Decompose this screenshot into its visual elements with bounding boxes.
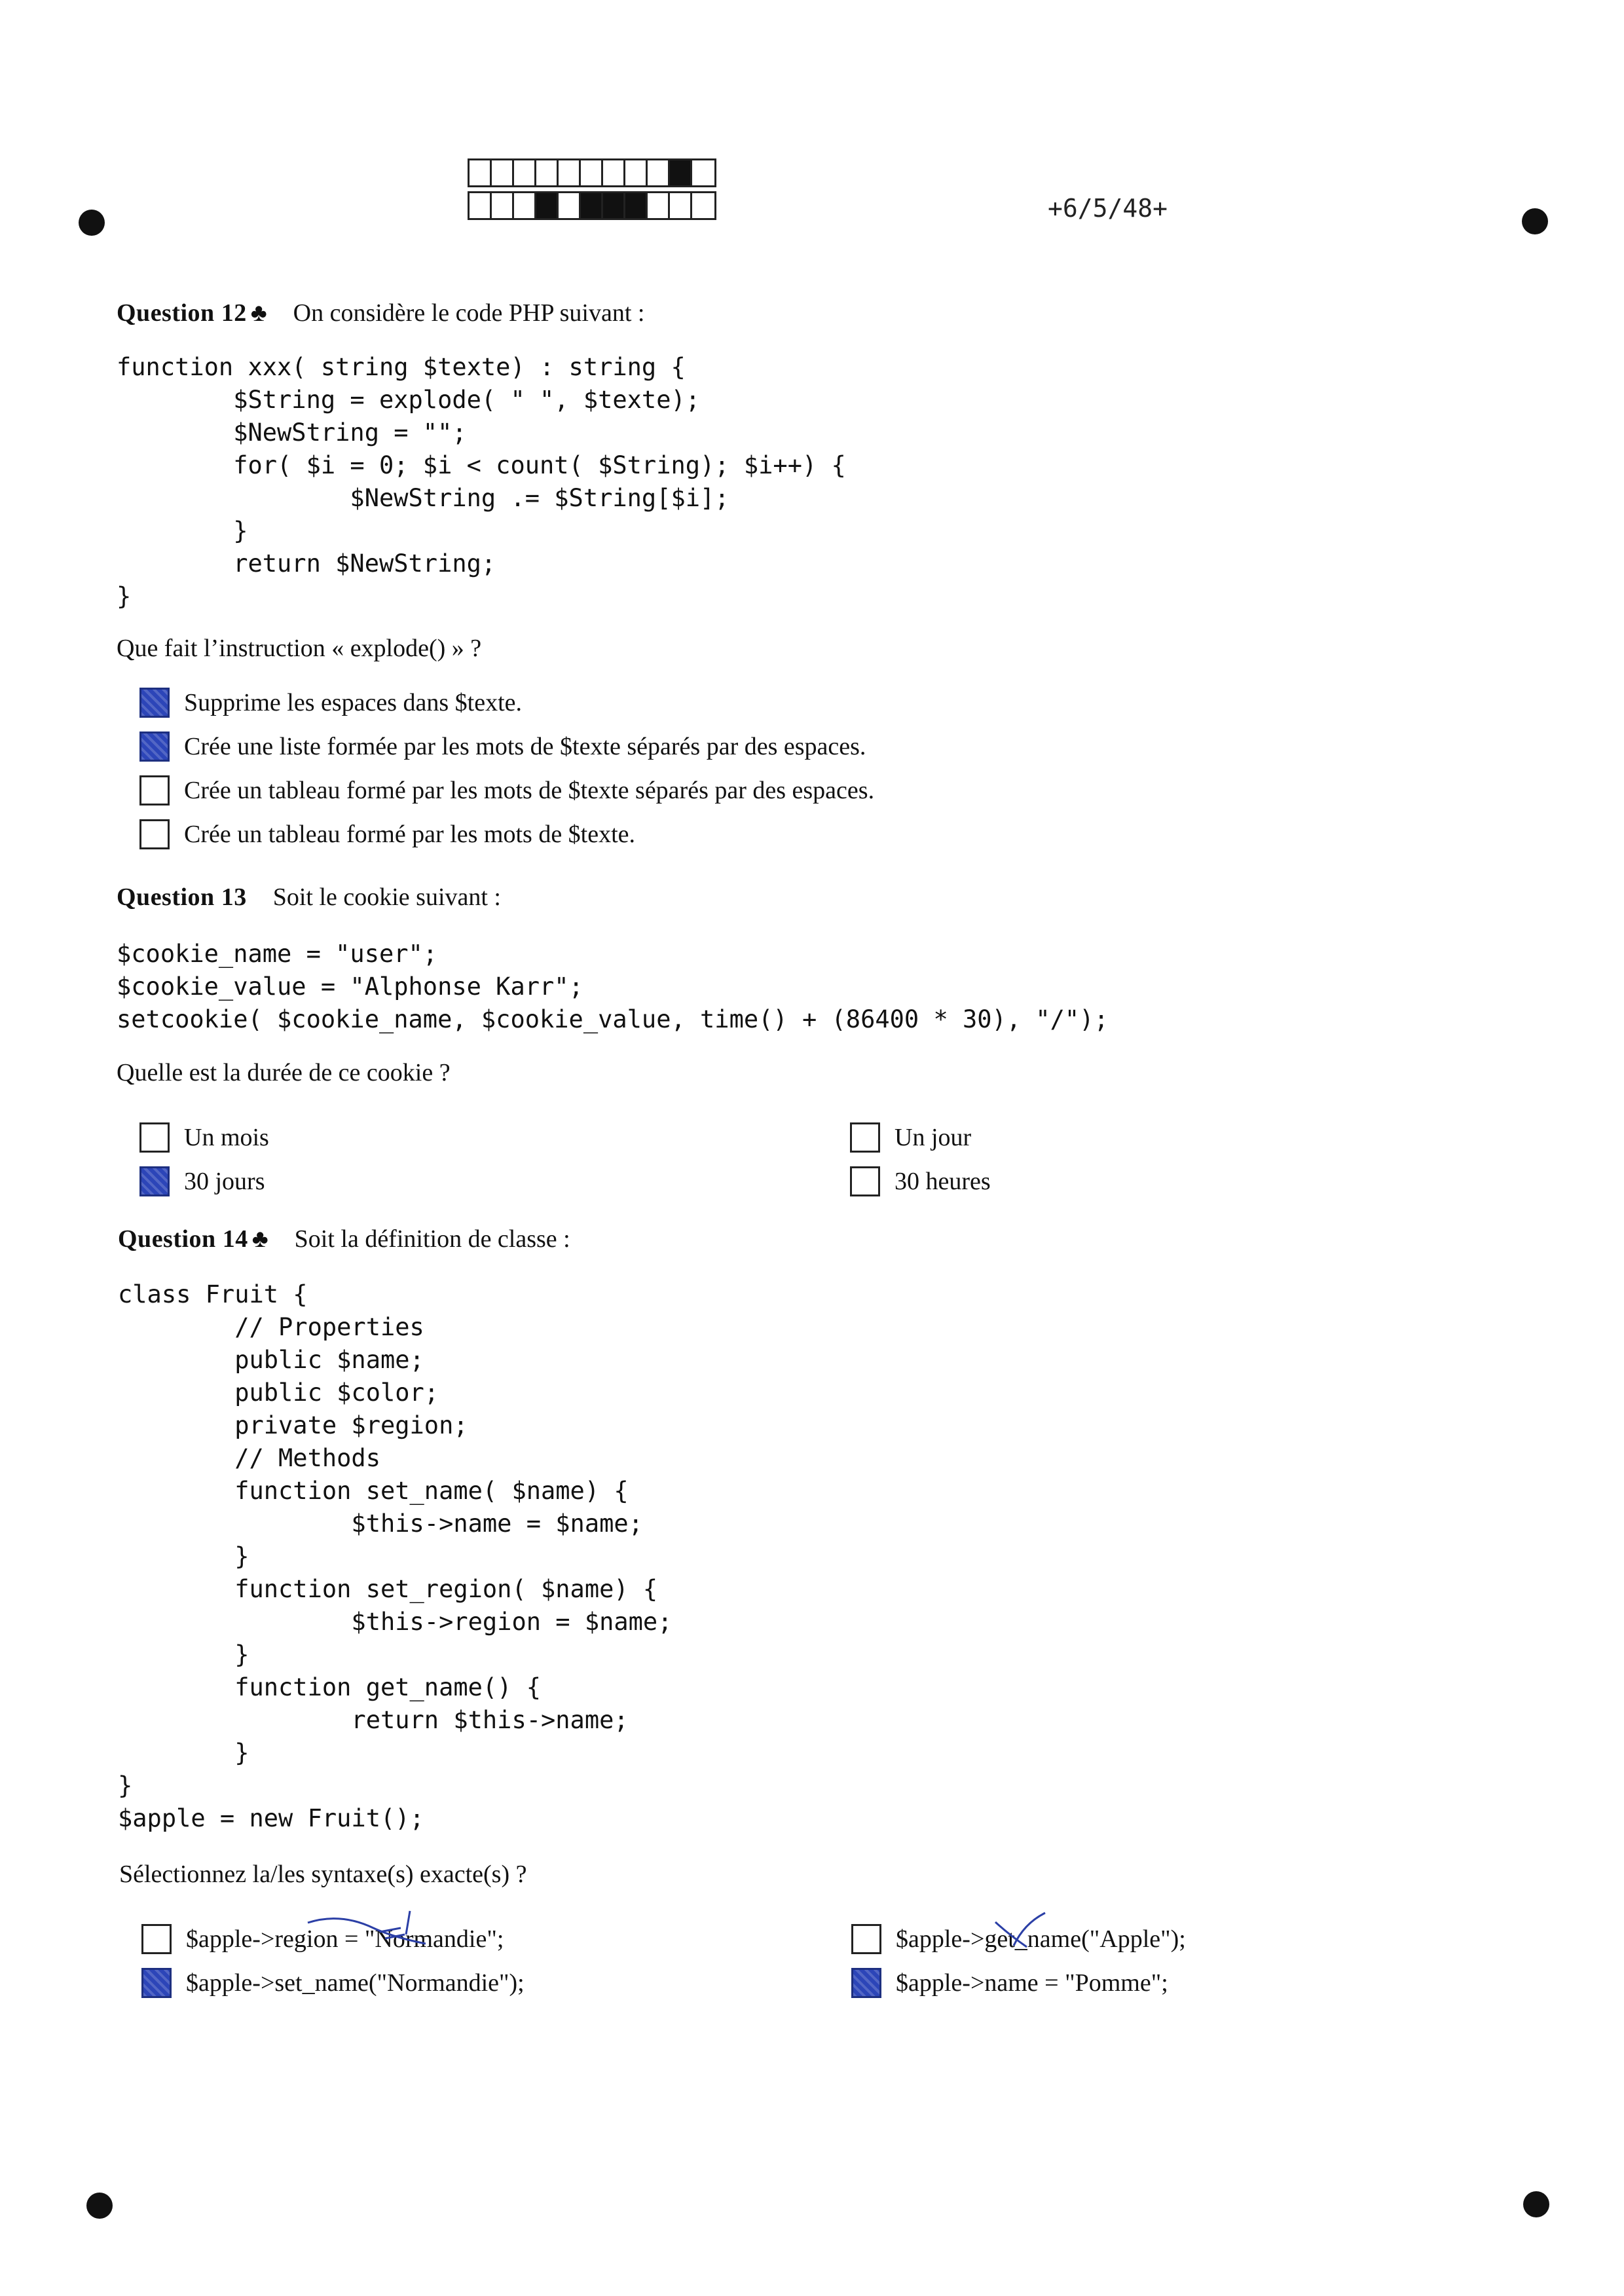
question-12-code: function xxx( string $texte) : string { $String = explode( " ", $texte); $NewString = ""; for( $i = 0; $i < count( $String); $i++) { $NewString .= $String[$i]; } return $NewString; } [117, 353, 846, 610]
q13-answer-3[interactable] [850, 1122, 971, 1153]
registration-dot-bottom-left [86, 2193, 113, 2219]
barcode-cell [670, 160, 692, 185]
barcode-cell [692, 193, 714, 218]
barcode-row-2 [468, 191, 716, 220]
answer-label: Crée un tableau formé par les mots de $texte. [184, 821, 636, 848]
question-number: Question 13 [117, 883, 247, 911]
answer-checkbox[interactable] [139, 819, 170, 849]
question-14-prompt: Sélectionnez la/les syntaxe(s) exacte(s) ? [119, 1861, 527, 1888]
answer-checkbox[interactable] [141, 1968, 172, 1998]
barcode-cell [492, 193, 514, 218]
barcode-cell [536, 160, 559, 185]
q13-answer-1[interactable] [139, 1122, 269, 1153]
q12-answer-4[interactable] [139, 819, 635, 849]
question-12-title [117, 299, 644, 327]
answer-checkbox[interactable] [851, 1968, 881, 1998]
q14-answer-4[interactable] [851, 1968, 1168, 1998]
answer-checkbox[interactable] [139, 731, 170, 762]
barcode-cell [514, 193, 536, 218]
barcode-row-1 [468, 158, 716, 187]
answer-label: Supprime les espaces dans $texte. [184, 689, 523, 716]
barcode-cell [648, 193, 670, 218]
answer-label: $apple->get_name("Apple"); [896, 1925, 1186, 1953]
question-intro: Soit la définition de classe : [294, 1225, 570, 1253]
registration-dot-top-right [1522, 208, 1548, 234]
barcode-cell [648, 160, 670, 185]
answer-label: $apple->name = "Pomme"; [896, 1969, 1168, 1997]
barcode-cell [692, 160, 714, 185]
barcode-cell [536, 193, 559, 218]
answer-label: 30 heures [895, 1168, 991, 1195]
q13-answer-4[interactable] [850, 1166, 991, 1196]
answer-label: $apple->region = "Normandie"; [186, 1925, 504, 1953]
barcode-cell [581, 193, 603, 218]
answer-checkbox[interactable] [850, 1166, 880, 1196]
registration-dot-bottom-right [1523, 2191, 1549, 2217]
q12-answer-3[interactable] [139, 775, 874, 805]
barcode-cell [470, 160, 492, 185]
barcode-cell [514, 160, 536, 185]
q14-answer-1[interactable] [141, 1924, 504, 1954]
question-intro: On considère le code PHP suivant : [293, 299, 645, 327]
answer-checkbox[interactable] [141, 1924, 172, 1954]
page-id: +6/5/48+ [1048, 194, 1168, 223]
question-13-code: $cookie_name = "user"; $cookie_value = "Alphonse Karr"; setcookie( $cookie_name, $cookie_value, time() + (86400 * 30), "/"); [117, 940, 1109, 1033]
barcode-cell [625, 193, 648, 218]
q14-answer-3[interactable] [851, 1924, 1186, 1954]
barcode-cell [603, 160, 625, 185]
question-14-code: class Fruit { // Properties public $name; public $color; private $region; // Methods function set_name( $name) { $this->name = $name; } function set_region( $name) { $this->region = $name; } function get_name() { return $this->name; } } $apple = new Fruit(); [118, 1280, 673, 1832]
registration-dot-top-left [79, 210, 105, 236]
answer-label: Crée une liste formée par les mots de $texte séparés par des espaces. [184, 733, 866, 760]
club-icon: ♣ [251, 1225, 268, 1253]
answer-checkbox[interactable] [851, 1924, 881, 1954]
question-number: Question 14 [118, 1225, 248, 1253]
q14-answer-2[interactable] [141, 1968, 525, 1998]
q12-answer-1[interactable] [139, 688, 522, 718]
barcode-cell [581, 160, 603, 185]
question-13-prompt: Quelle est la durée de ce cookie ? [117, 1059, 451, 1086]
answer-label: 30 jours [184, 1168, 265, 1195]
barcode-cell [670, 193, 692, 218]
answer-checkbox[interactable] [139, 775, 170, 805]
answer-checkbox[interactable] [139, 688, 170, 718]
question-14-title [118, 1225, 570, 1253]
barcode-cell [603, 193, 625, 218]
answer-label: Crée un tableau formé par les mots de $texte séparés par des espaces. [184, 777, 875, 804]
q13-answer-2[interactable] [139, 1166, 265, 1196]
question-number: Question 12 [117, 299, 247, 327]
answer-label: $apple->set_name("Normandie"); [186, 1969, 525, 1997]
question-13-title [117, 883, 501, 912]
question-intro: Soit le cookie suivant : [272, 883, 501, 911]
barcode-cell [625, 160, 648, 185]
answer-checkbox[interactable] [850, 1122, 880, 1153]
q12-answer-2[interactable] [139, 731, 866, 762]
answer-checkbox[interactable] [139, 1166, 170, 1196]
barcode-cell [470, 193, 492, 218]
barcode-cell [559, 193, 581, 218]
answer-label: Un mois [184, 1124, 269, 1151]
barcode-cell [559, 160, 581, 185]
answer-label: Un jour [895, 1124, 972, 1151]
club-icon: ♣ [250, 299, 267, 327]
barcode-cell [492, 160, 514, 185]
question-12-prompt: Que fait l’instruction « explode() » ? [117, 635, 482, 662]
answer-checkbox[interactable] [139, 1122, 170, 1153]
